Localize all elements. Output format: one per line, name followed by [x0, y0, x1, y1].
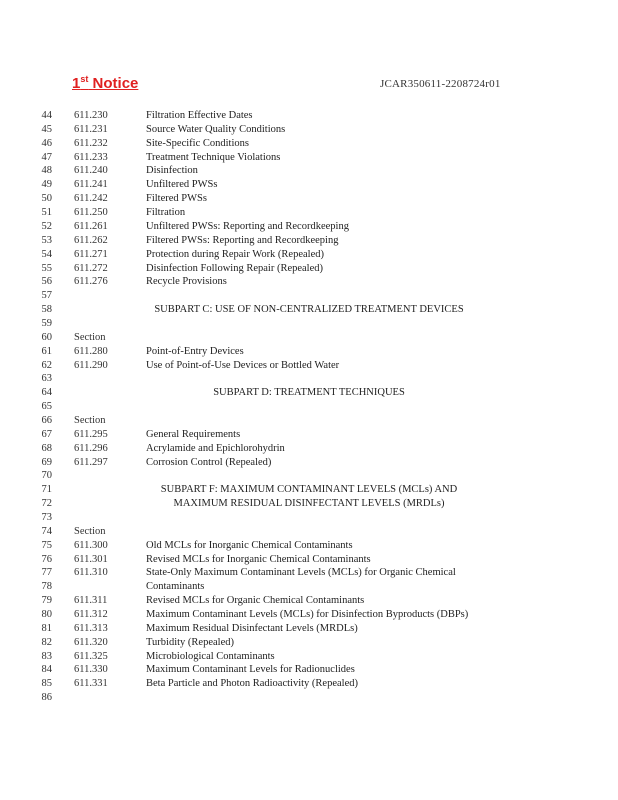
table-row	[0, 164, 618, 178]
line-number: 54	[41, 248, 52, 260]
section-title: Maximum Contaminant Levels for Radionuclides	[146, 664, 355, 676]
table-row	[0, 317, 618, 331]
line-number: 73	[41, 511, 52, 523]
line-number: 86	[41, 692, 52, 704]
section-number: 611.301	[74, 553, 108, 565]
line-number: 50	[41, 193, 52, 205]
line-number: 78	[41, 581, 52, 593]
line-number: 63	[41, 373, 52, 385]
section-title: State-Only Maximum Contaminant Levels (MCLs) for Organic Chemical	[146, 567, 456, 579]
section-number: 611.290	[74, 359, 108, 371]
section-number: 611.261	[74, 220, 108, 232]
notice-number: 1	[72, 75, 81, 92]
table-row	[0, 622, 618, 636]
line-number: 68	[41, 442, 52, 454]
section-title: Disinfection Following Repair (Repealed)	[146, 262, 323, 274]
table-row	[0, 400, 618, 414]
section-number: 611.325	[74, 650, 108, 662]
line-number: 56	[41, 276, 52, 288]
table-row	[0, 594, 618, 608]
table-row	[0, 414, 618, 428]
section-title: Revised MCLs for Organic Chemical Contaminants	[146, 595, 365, 607]
document-id: JCAR350611-2208724r01	[380, 78, 501, 90]
table-row	[0, 456, 618, 470]
section-number: 611.230	[74, 110, 108, 121]
table-row	[0, 663, 618, 677]
section-number: 611.300	[74, 539, 108, 551]
notice-word: Notice	[92, 75, 139, 92]
line-number: 71	[41, 484, 52, 496]
table-row	[0, 428, 618, 442]
table-row	[0, 553, 618, 567]
line-number: 53	[41, 234, 52, 246]
line-number: 83	[41, 650, 52, 662]
section-title: Maximum Residual Disinfectant Levels (MRDLs)	[146, 622, 358, 634]
section-number: 611.320	[74, 636, 108, 648]
table-row	[0, 359, 618, 373]
line-number: 84	[41, 664, 52, 676]
section-number: 611.272	[74, 262, 108, 274]
section-number: 611.276	[74, 276, 108, 288]
section-number: 611.280	[74, 345, 108, 357]
line-number: 69	[41, 456, 52, 468]
section-number: 611.313	[74, 622, 108, 634]
section-column-header: Section	[74, 525, 106, 537]
line-number: 65	[41, 401, 52, 413]
section-title: Filtered PWSs: Reporting and Recordkeeping	[146, 234, 339, 246]
table-row	[0, 345, 618, 359]
table-row	[0, 331, 618, 345]
section-title: Filtration	[146, 207, 186, 218]
table-row	[0, 220, 618, 234]
table-row	[0, 539, 618, 553]
line-number: 44	[41, 110, 52, 121]
table-row	[0, 511, 618, 525]
section-number: 611.262	[74, 234, 108, 246]
section-column-header: Section	[74, 331, 106, 343]
section-number: 611.310	[74, 567, 108, 579]
section-title: Protection during Repair Work (Repealed)	[146, 248, 324, 260]
line-number: 67	[41, 428, 52, 440]
section-title: Site-Specific Conditions	[146, 137, 249, 149]
table-row	[0, 566, 618, 580]
line-number: 81	[41, 622, 52, 634]
section-number: 611.241	[74, 179, 108, 191]
line-number: 64	[41, 387, 52, 399]
section-title: Contaminants	[146, 581, 205, 593]
section-number: 611.295	[74, 428, 108, 440]
section-title: Use of Point-of-Use Devices or Bottled Water	[146, 359, 340, 371]
line-number: 57	[41, 290, 52, 302]
line-number: 76	[41, 553, 52, 565]
section-number: 611.233	[74, 151, 108, 163]
section-title: Point-of-Entry Devices	[146, 345, 244, 357]
table-row	[0, 109, 618, 123]
table-row	[0, 677, 618, 691]
section-title: General Requirements	[146, 428, 241, 440]
section-title: Disinfection	[146, 165, 198, 177]
line-number: 74	[41, 525, 52, 537]
line-number: 55	[41, 262, 52, 274]
section-number: 611.271	[74, 248, 108, 260]
section-title: Maximum Contaminant Levels (MCLs) for Disinfection Byproducts (DBPs)	[146, 609, 469, 620]
table-row	[0, 636, 618, 650]
notice-label	[72, 74, 138, 92]
subpart-heading: SUBPART F: MAXIMUM CONTAMINANT LEVELS (MCLs) AND	[160, 484, 458, 496]
table-row	[0, 192, 618, 206]
table-row	[0, 248, 618, 262]
section-title: Turbidity (Repealed)	[146, 636, 234, 648]
table-row	[0, 234, 618, 248]
section-number: 611.312	[74, 609, 108, 620]
section-number: 611.331	[74, 678, 108, 690]
line-number: 85	[41, 678, 52, 690]
section-number: 611.242	[74, 193, 108, 205]
line-number: 72	[41, 498, 52, 510]
notice-suffix: st	[80, 74, 89, 84]
section-title: Unfiltered PWSs: Reporting and Recordkeeping	[146, 220, 349, 232]
table-row	[0, 608, 618, 622]
table-row	[0, 123, 618, 137]
line-number: 77	[41, 567, 52, 579]
section-title: Source Water Quality Conditions	[146, 123, 286, 135]
section-title: Acrylamide and Epichlorohydrin	[146, 442, 285, 454]
subpart-heading-row	[0, 483, 618, 497]
section-title: Microbiological Contaminants	[146, 650, 275, 662]
line-number: 60	[41, 331, 52, 343]
section-title: Recycle Provisions	[146, 276, 227, 288]
line-number: 75	[41, 539, 52, 551]
table-row	[0, 525, 618, 539]
subpart-heading-row	[0, 386, 618, 400]
section-title: Filtration Effective Dates	[146, 110, 253, 121]
section-title: Corrosion Control (Repealed)	[146, 456, 272, 468]
section-title: Beta Particle and Photon Radioactivity (Repealed)	[146, 678, 358, 690]
line-number: 51	[41, 207, 52, 218]
table-row	[0, 580, 618, 594]
line-number: 47	[41, 151, 52, 163]
table-row	[0, 178, 618, 192]
section-title: Treatment Technique Violations	[146, 151, 281, 163]
line-number: 79	[41, 595, 52, 607]
section-number: 611.296	[74, 442, 108, 454]
section-number: 611.231	[74, 123, 108, 135]
line-number: 49	[41, 179, 52, 191]
table-row	[0, 650, 618, 664]
line-number: 58	[41, 304, 52, 315]
line-number: 45	[41, 123, 52, 135]
subpart-heading: MAXIMUM RESIDUAL DISINFECTANT LEVELS (MRDLs)	[173, 498, 445, 510]
line-number: 80	[41, 609, 52, 620]
table-row	[0, 372, 618, 386]
table-row	[0, 151, 618, 165]
line-number: 61	[41, 345, 52, 357]
section-number: 611.240	[74, 165, 108, 177]
table-row	[0, 206, 618, 220]
line-number: 70	[41, 470, 52, 482]
line-number: 62	[41, 359, 52, 371]
section-number: 611.232	[74, 137, 108, 149]
section-title: Old MCLs for Inorganic Chemical Contaminants	[146, 539, 353, 551]
subpart-heading: SUBPART D: TREATMENT TECHNIQUES	[213, 387, 405, 399]
table-row	[0, 137, 618, 151]
line-number: 48	[41, 165, 52, 177]
table-row	[0, 469, 618, 483]
section-title: Filtered PWSs	[146, 193, 207, 205]
subpart-heading: SUBPART C: USE OF NON-CENTRALIZED TREATMENT DEVICES	[154, 304, 464, 315]
subpart-heading-row	[0, 497, 618, 511]
line-number: 52	[41, 220, 52, 232]
table-row	[0, 289, 618, 303]
line-number: 82	[41, 636, 52, 648]
line-number: 46	[41, 137, 52, 149]
line-number: 66	[41, 414, 52, 426]
section-title: Unfiltered PWSs	[146, 179, 218, 191]
section-number: 611.250	[74, 207, 108, 218]
table-row	[0, 262, 618, 276]
table-row	[0, 275, 618, 289]
section-title: Revised MCLs for Inorganic Chemical Contaminants	[146, 553, 371, 565]
table-row	[0, 442, 618, 456]
section-column-header: Section	[74, 414, 106, 426]
section-number: 611.330	[74, 664, 108, 676]
section-number: 611.297	[74, 456, 108, 468]
section-number: 611.311	[74, 595, 108, 607]
table-row	[0, 691, 618, 705]
subpart-heading-row	[0, 303, 618, 317]
line-number: 59	[41, 317, 52, 329]
